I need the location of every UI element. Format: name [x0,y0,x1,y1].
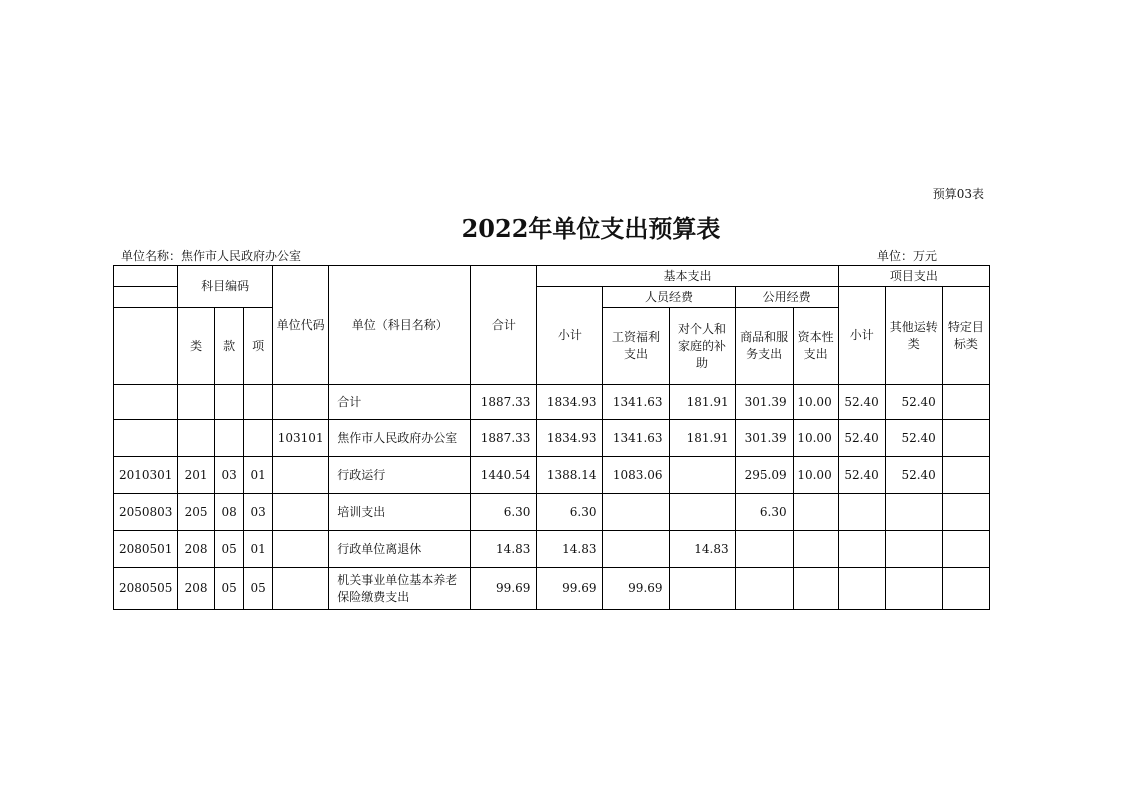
cell-basic-subtotal: 14.83 [537,531,603,568]
cell-name: 机关事业单位基本养老保险缴费支出 [329,568,471,610]
cell-unit-code [273,494,329,531]
cell-name: 培训支出 [329,494,471,531]
cell-cat: 208 [178,568,215,610]
cell-goods: 6.30 [735,494,793,531]
header-item: 项 [244,308,273,385]
header-personnel-expense: 人员经费 [603,287,735,308]
blank-header-cell [114,308,178,385]
cell-total: 1887.33 [471,420,537,457]
cell-goods: 295.09 [735,457,793,494]
cell-capital: 10.00 [793,385,838,420]
cell-name: 焦作市人民政府办公室 [329,420,471,457]
table-row [114,531,990,568]
header-household-subsidy: 对个人和家庭的补助 [669,308,735,385]
cell-household: 181.91 [669,420,735,457]
unit-name-label: 单位名称：焦作市人民政府办公室 [121,249,302,263]
cell-name: 合计 [329,385,471,420]
header-project-expenditure: 项目支出 [838,266,989,287]
cell-household [669,494,735,531]
cell-goods: 301.39 [735,385,793,420]
cell-sec [215,385,244,420]
header-unit-subject-name: 单位（科目名称） [329,266,471,385]
cell-item [244,385,273,420]
header-basic-expenditure: 基本支出 [537,266,838,287]
header-basic-subtotal: 小计 [537,287,603,385]
header-section: 款 [215,308,244,385]
cell-wages: 99.69 [603,568,669,610]
cell-other [885,494,942,531]
cell-item: 01 [244,457,273,494]
cell-household: 14.83 [669,531,735,568]
cell-capital [793,494,838,531]
cell-capital: 10.00 [793,457,838,494]
cell-cat: 201 [178,457,215,494]
cell-special [942,457,989,494]
cell-sec: 05 [215,568,244,610]
cell-sec: 03 [215,457,244,494]
cell-code: 2010301 [114,457,178,494]
cell-name: 行政运行 [329,457,471,494]
header-other-transfers: 其他运转类 [885,287,942,385]
form-number: 预算03表 [932,187,984,201]
cell-goods: 301.39 [735,420,793,457]
budget-table [113,265,990,610]
cell-code: 2080501 [114,531,178,568]
cell-unit-code [273,385,329,420]
cell-wages: 1341.63 [603,420,669,457]
table-header [114,266,990,385]
table-row [114,457,990,494]
cell-item: 03 [244,494,273,531]
cell-total: 99.69 [471,568,537,610]
cell-unit-code [273,568,329,610]
cell-basic-subtotal: 6.30 [537,494,603,531]
cell-other: 52.40 [885,385,942,420]
cell-proj-subtotal [838,531,885,568]
cell-proj-subtotal [838,568,885,610]
cell-code [114,420,178,457]
cell-sec: 05 [215,531,244,568]
table-row [114,494,990,531]
cell-household [669,568,735,610]
cell-special [942,385,989,420]
table-body [114,385,990,610]
cell-item: 05 [244,568,273,610]
cell-basic-subtotal: 1834.93 [537,420,603,457]
cell-other [885,531,942,568]
cell-household: 181.91 [669,385,735,420]
cell-total: 1440.54 [471,457,537,494]
blank-header-cell [114,266,178,287]
page-title: 2022年单位支出预算表 [461,214,721,243]
header-wages-welfare: 工资福利支出 [603,308,669,385]
cell-sec [215,420,244,457]
cell-capital: 10.00 [793,420,838,457]
cell-wages [603,531,669,568]
cell-capital [793,531,838,568]
blank-header-cell [114,287,178,308]
cell-special [942,420,989,457]
header-goods-services: 商品和服务支出 [735,308,793,385]
cell-basic-subtotal: 1834.93 [537,385,603,420]
cell-code: 2050803 [114,494,178,531]
cell-total: 6.30 [471,494,537,531]
cell-wages: 1341.63 [603,385,669,420]
header-subject-code: 科目编码 [178,266,273,308]
cell-cat [178,420,215,457]
cell-goods [735,531,793,568]
header-project-subtotal: 小计 [838,287,885,385]
cell-other [885,568,942,610]
table-row [114,568,990,610]
cell-item: 01 [244,531,273,568]
cell-sec: 08 [215,494,244,531]
header-unit-code: 单位代码 [273,266,329,385]
header-capital: 资本性支出 [793,308,838,385]
cell-total: 14.83 [471,531,537,568]
cell-proj-subtotal: 52.40 [838,420,885,457]
cell-proj-subtotal [838,494,885,531]
cell-wages: 1083.06 [603,457,669,494]
table-row [114,420,990,457]
cell-special [942,494,989,531]
cell-cat [178,385,215,420]
cell-code [114,385,178,420]
cell-wages [603,494,669,531]
cell-basic-subtotal: 1388.14 [537,457,603,494]
cell-unit-code [273,457,329,494]
cell-other: 52.40 [885,457,942,494]
cell-goods [735,568,793,610]
cell-total: 1887.33 [471,385,537,420]
cell-proj-subtotal: 52.40 [838,385,885,420]
table-row [114,385,990,420]
cell-cat: 208 [178,531,215,568]
cell-basic-subtotal: 99.69 [537,568,603,610]
cell-cat: 205 [178,494,215,531]
cell-item [244,420,273,457]
cell-special [942,531,989,568]
header-public-expense: 公用经费 [735,287,838,308]
cell-other: 52.40 [885,420,942,457]
header-total: 合计 [471,266,537,385]
cell-name: 行政单位离退休 [329,531,471,568]
cell-special [942,568,989,610]
header-special-target: 特定目标类 [942,287,989,385]
header-category: 类 [178,308,215,385]
cell-capital [793,568,838,610]
cell-unit-code: 103101 [273,420,329,457]
currency-unit-label: 单位：万元 [877,249,938,263]
cell-unit-code [273,531,329,568]
cell-household [669,457,735,494]
cell-proj-subtotal: 52.40 [838,457,885,494]
cell-code: 2080505 [114,568,178,610]
